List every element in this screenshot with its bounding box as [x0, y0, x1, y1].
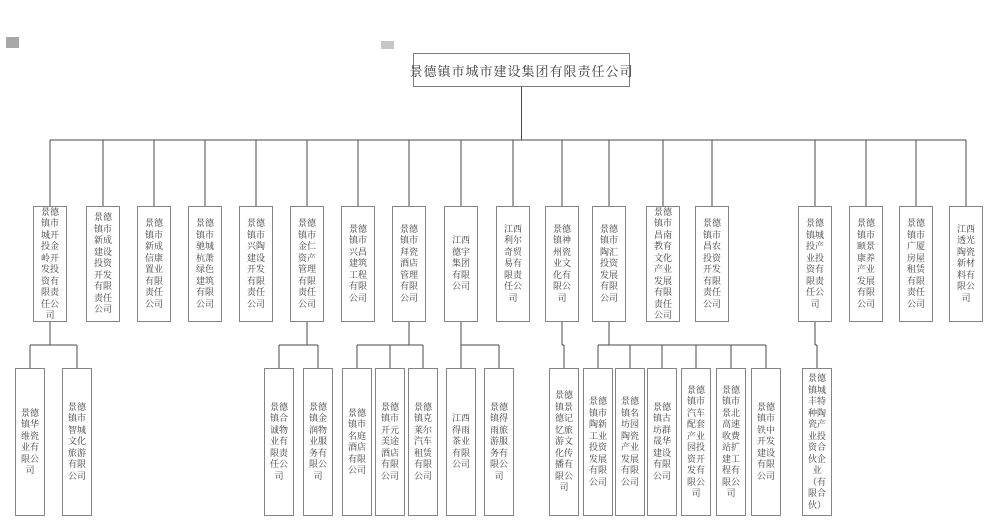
org-box-label: 景德镇市新成信康置业有限责任公司: [144, 218, 163, 309]
org-box-sub-subsidiary: [802, 368, 832, 516]
org-box-subsidiary: [949, 206, 983, 322]
org-box-sub-subsidiary: [15, 368, 45, 516]
org-box-label: 景德镇市昌农投资开发有限责任公司: [702, 218, 721, 309]
org-box-subsidiary: [444, 206, 478, 322]
org-box-subsidiary: [290, 206, 324, 322]
org-box-subsidiary: [86, 206, 120, 322]
org-box-label: 景德镇金润物业服务有限公司: [308, 401, 327, 481]
org-box-subsidiary: [545, 206, 579, 322]
org-box-label: 景德镇市智城文化旅游有限公司: [67, 401, 86, 481]
org-box-sub-subsidiary: [342, 368, 372, 516]
org-box-label: 景德镇市景北高速收费站扩建工程有限公司: [721, 384, 740, 498]
org-box-label: 景德镇市陶汇投资发展有限公司: [599, 223, 618, 303]
org-box-sub-subsidiary: [375, 368, 405, 516]
org-box-label: 景德镇得雨旅游服务有限公司: [489, 401, 508, 481]
org-box-label: 景德镇市汽车配套产业园投资开发有限公司: [686, 384, 705, 498]
org-box-label: 江西利尔奇贸易有限责任公司: [503, 223, 522, 303]
org-box-label: 景德镇华维瓷业有限公司: [20, 407, 39, 475]
org-box-label: 景德镇市金仁资产管理有限责任公司: [297, 218, 316, 309]
org-box-subsidiary: [188, 206, 222, 322]
org-box-subsidiary: [239, 206, 273, 322]
org-box-label: 景德镇市广厦房屋租赁有限责任公司: [906, 218, 925, 309]
org-box-subsidiary: [496, 206, 530, 322]
org-box-subsidiary: [849, 206, 883, 322]
org-box-label: 景德镇城丰特种陶瓷产业投资合伙企业（有限合伙）: [807, 373, 826, 510]
org-box-label: 景德镇市兴陶建设开发有限责任公司: [246, 218, 265, 309]
org-box-label: 景德镇市开元美途酒店有限公司: [380, 401, 399, 481]
org-box-label: 景德镇神州瓷业文化有限公司: [552, 223, 571, 303]
org-box-subsidiary: [341, 206, 375, 322]
org-box-label: 景德镇市铁中开发建设有限公司: [756, 401, 775, 481]
org-box-sub-subsidiary: [62, 368, 92, 516]
org-box-subsidiary: [592, 206, 626, 322]
org-box-label: 景德镇景德记忆旅游文化传播有限公司: [554, 390, 573, 493]
org-box-subsidiary: [137, 206, 171, 322]
org-box-sub-subsidiary: [751, 368, 781, 516]
org-box-label: 景德镇市城开投金岭开发投资有限责任公司: [40, 206, 59, 320]
org-box-sub-subsidiary: [681, 368, 711, 516]
org-box-label: 江西得雨茶业有限公司: [451, 413, 470, 470]
org-box-subsidiary: [695, 206, 729, 322]
org-box-sub-subsidiary: [484, 368, 514, 516]
org-box-sub-subsidiary: [549, 368, 579, 516]
org-box-subsidiary: [392, 206, 426, 322]
org-box-sub-subsidiary: [716, 368, 746, 516]
org-box-label: 景德镇市新成建设投资开发有限责任公司: [93, 212, 112, 315]
org-box-label: 景德镇克莱尔汽车租赁有限公司: [413, 401, 432, 481]
org-box-label: 景德镇市拜瓷酒店管理有限公司: [399, 223, 418, 303]
org-box-sub-subsidiary: [264, 368, 294, 516]
org-box-sub-subsidiary: [408, 368, 438, 516]
org-box-label: 景德镇市驰城杭萧绿色建筑有限公司: [195, 218, 214, 309]
org-box-label: 江西德宇集团有限公司: [451, 235, 470, 292]
org-box-subsidiary: [899, 206, 933, 322]
org-box-label: 景德镇名坊园陶瓷产业发展有限公司: [620, 396, 639, 487]
org-box-label: 景德镇古坊群晟华建设有限公司: [652, 401, 671, 481]
org-box-label: 景德镇市名庭酒店有限公司: [347, 407, 366, 475]
org-box-label: 景德镇合诚物业有限责任公司: [269, 401, 288, 481]
org-box-sub-subsidiary: [446, 368, 476, 516]
org-box-label: 景德镇市昌南教育文化产业发展有限责任公司: [653, 206, 672, 320]
org-box-label: 景德镇市颐景康养产业发展有限公司: [856, 218, 875, 309]
org-box-subsidiary: [798, 206, 832, 322]
org-box-root: [409, 53, 634, 87]
org-box-label: 景德镇市兴昌建筑工程有限公司: [348, 223, 367, 303]
org-box-label: 景德镇市城市建设集团有限责任公司: [409, 63, 634, 79]
org-box-sub-subsidiary: [647, 368, 677, 516]
org-box-label: 景德镇城投产业投资有限责任公司: [805, 218, 824, 309]
org-box-label: 景德镇市陶新工业投资发展有限公司: [588, 396, 607, 487]
org-box-sub-subsidiary: [583, 368, 613, 516]
org-box-sub-subsidiary: [303, 368, 333, 516]
org-box-subsidiary: [646, 206, 680, 322]
org-box-label: 江西透光陶瓷新材料有限公司: [956, 223, 975, 303]
org-box-sub-subsidiary: [615, 368, 645, 516]
org-box-subsidiary: [33, 206, 67, 322]
